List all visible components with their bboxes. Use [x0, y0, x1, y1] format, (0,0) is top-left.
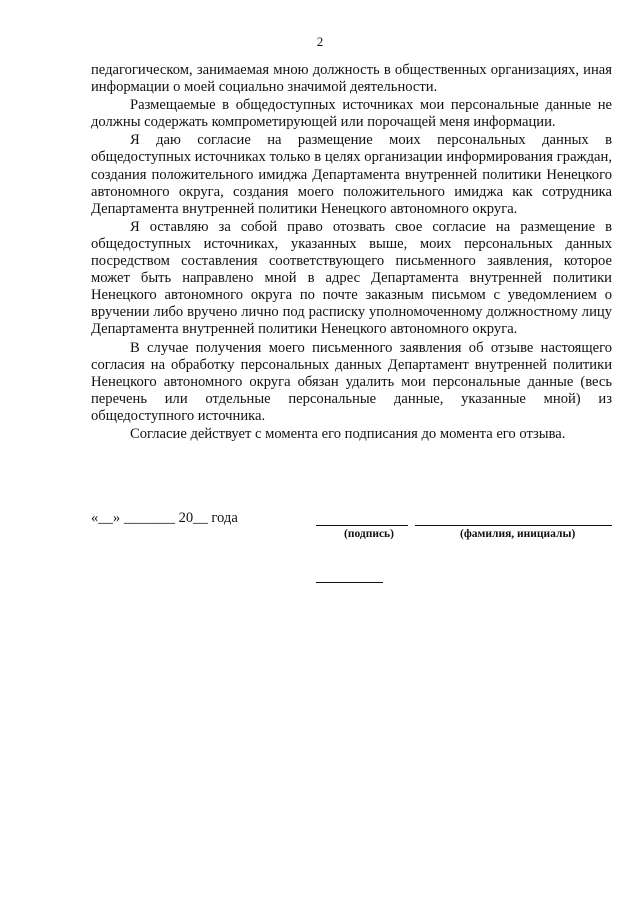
- name-line: [415, 525, 612, 526]
- date-line: «__» _______ 20__ года: [91, 510, 238, 526]
- paragraph-right-to-revoke: Я оставляю за собой право отозвать свое согласие на размещение в общедоступных источниках, указанных выше, моих персональных данных посредством составления соответствующего письменного заявления, которое может быть направлено мной в адрес Департамента внутренней политики Ненецкого автономного округа по почте заказным письмом с уведомлением о вручении либо вручено лично под расписку уполномоченному должностному лицу Департамента внутренней политики Ненецкого автономного округа.: [91, 218, 612, 338]
- paragraph-consent-purpose: Я даю согласие на размещение моих персональных данных в общедоступных источниках только в целях организации информирования граждан, создания положительного имиджа Департамента внутренней политики Ненецкого автономного округа, создания моего положительного имиджа как сотрудника Департамента внутренней политики Ненецкого автономного округа.: [91, 132, 612, 217]
- document-body: [91, 62, 612, 443]
- paragraph-continuation: педагогическом, занимаемая мною должность в общественных организациях, иная информации о моей социально значимой деятельности.: [91, 62, 612, 96]
- signature-line: [316, 525, 408, 526]
- paragraph-validity: Согласие действует с момента его подписания до момента его отзыва.: [130, 425, 566, 442]
- paragraph-data-removal: В случае получения моего письменного заявления об отзыве настоящего согласия на обработку персональных данных Департамент внутренней политики Ненецкого автономного округа обязан удалить мои персональные данные (весь перечень или отдельные персональные данные, указанные мной) из общедоступного источника.: [91, 339, 612, 424]
- page-number: 2: [316, 34, 324, 49]
- paragraph-no-compromising-info: Размещаемые в общедоступных источниках мои персональные данные не должны содержать компрометирующей или порочащей меня информации.: [91, 97, 612, 131]
- signature-block: [91, 510, 612, 550]
- name-caption: (фамилия, инициалы): [460, 528, 576, 540]
- end-of-document-line: [316, 582, 383, 583]
- signature-caption: (подпись): [344, 528, 394, 540]
